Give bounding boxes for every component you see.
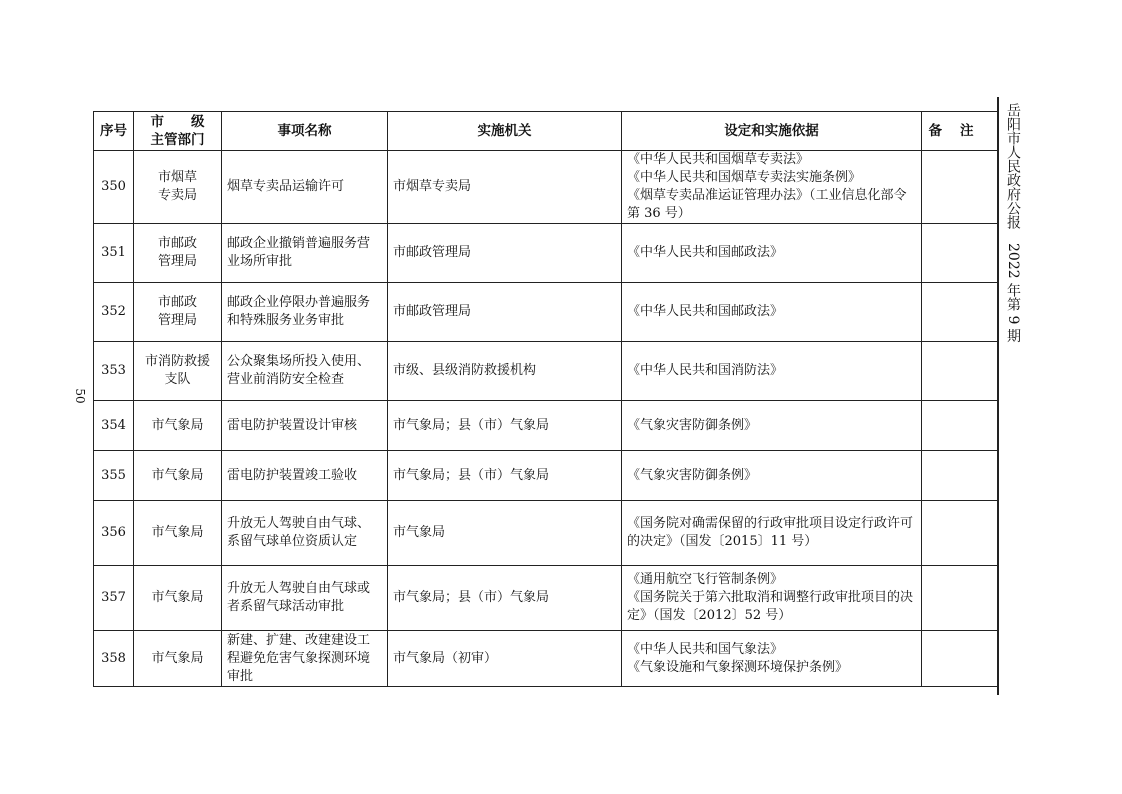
cell-remark: [922, 283, 999, 342]
cell-remark: [922, 451, 999, 501]
cell-dept-line: 市气象局: [151, 650, 204, 666]
basis-line: 《中华人民共和国邮政法》: [627, 245, 784, 260]
cell-item: 公众聚集场所投入使用、营业前消防安全检查: [222, 342, 388, 401]
basis-line: 《中华人民共和国烟草专卖法》: [627, 152, 810, 167]
cell-agency: 市气象局；县（市）气象局: [388, 451, 622, 501]
cell-dept: [134, 401, 222, 451]
basis-line: 《气象灾害防御条例》: [627, 467, 758, 483]
cell-no: 350: [94, 151, 134, 224]
basis-line: 《烟草专卖品准运证管理办法》（工业信息化部令第 36 号）: [627, 188, 907, 221]
basis-line: 《气象灾害防御条例》: [627, 417, 758, 433]
cell-dept-line: 市邮政: [157, 236, 197, 251]
basis-line: 《中华人民共和国消防法》: [627, 363, 784, 378]
cell-remark: [922, 631, 999, 687]
header-dept-line2: 主管部门: [150, 132, 205, 148]
header-basis: 设定和实施依据: [622, 112, 922, 151]
basis-line: 《通用航空飞行管制条例》: [627, 572, 784, 587]
cell-remark: [922, 224, 999, 283]
cell-dept-line: 市气象局: [151, 467, 204, 483]
cell-dept-line: 管理局: [157, 313, 197, 328]
cell-remark: [922, 401, 999, 451]
cell-item: 邮政企业停限办普遍服务和特殊服务业务审批: [222, 283, 388, 342]
cell-no: 358: [94, 631, 134, 687]
cell-dept-line: 专卖局: [157, 188, 197, 203]
cell-item: 雷电防护装置竣工验收: [222, 451, 388, 501]
header-remark: 备注: [922, 112, 999, 151]
cell-no: 352: [94, 283, 134, 342]
table-row: [94, 401, 999, 451]
cell-dept: [134, 283, 222, 342]
cell-agency: 市气象局；县（市）气象局: [388, 566, 622, 631]
cell-no: 355: [94, 451, 134, 501]
basis-line: 《气象设施和气象探测环境保护条例》: [627, 659, 849, 675]
cell-basis: [622, 566, 922, 631]
cell-remark: [922, 501, 999, 566]
cell-dept: [134, 451, 222, 501]
cell-dept-line: 管理局: [157, 254, 197, 269]
cell-dept-line: 支队: [164, 372, 191, 387]
cell-dept: [134, 566, 222, 631]
cell-item: 升放无人驾驶自由气球、系留气球单位资质认定: [222, 501, 388, 566]
approval-items-table: [93, 111, 999, 687]
table-row: [94, 631, 999, 687]
cell-item: 新建、扩建、改建建设工程避免危害气象探测环境审批: [222, 631, 388, 687]
cell-remark: [922, 566, 999, 631]
basis-line: 《中华人民共和国气象法》: [627, 641, 784, 657]
header-dept-line1: 市 级: [150, 114, 205, 130]
cell-basis: [622, 451, 922, 501]
basis-line: 《中华人民共和国邮政法》: [627, 304, 784, 319]
header-item: 事项名称: [222, 112, 388, 151]
basis-line: 《国务院对确需保留的行政审批项目设定行政许可的决定》（国发〔2015〕11 号）: [627, 516, 914, 549]
table-row: [94, 342, 999, 401]
basis-line: 《中华人民共和国烟草专卖法实施条例》: [627, 170, 862, 185]
cell-basis: [622, 501, 922, 566]
margin-rule: [997, 97, 999, 695]
table-row: [94, 566, 999, 631]
page-number: 50: [73, 388, 87, 404]
cell-dept: [134, 224, 222, 283]
cell-dept-line: 市消防救援: [144, 354, 210, 369]
table-row: [94, 224, 999, 283]
cell-dept-line: 市烟草: [157, 170, 197, 185]
cell-basis: [622, 342, 922, 401]
cell-agency: 市邮政管理局: [388, 283, 622, 342]
cell-dept-line: 市气象局: [151, 525, 204, 540]
table-row: [94, 283, 999, 342]
cell-agency: 市级、县级消防救援机构: [388, 342, 622, 401]
header-dept: [134, 112, 222, 151]
cell-basis: [622, 224, 922, 283]
header-no: 序号: [94, 112, 134, 151]
cell-no: 351: [94, 224, 134, 283]
table-row: [94, 151, 999, 224]
cell-remark: [922, 151, 999, 224]
table-row: [94, 501, 999, 566]
cell-no: 357: [94, 566, 134, 631]
cell-agency: 市气象局（初审）: [388, 631, 622, 687]
cell-dept: [134, 501, 222, 566]
cell-basis: [622, 401, 922, 451]
cell-basis: [622, 631, 922, 687]
cell-no: 356: [94, 501, 134, 566]
cell-agency: 市烟草专卖局: [388, 151, 622, 224]
cell-agency: 市气象局: [388, 501, 622, 566]
bulletin-side-title: 岳阳市人民政府公报 2022 年第 9 期: [1005, 103, 1021, 343]
cell-dept-line: 市气象局: [151, 590, 204, 605]
cell-remark: [922, 342, 999, 401]
cell-item: 雷电防护装置设计审核: [222, 401, 388, 451]
basis-line: 《国务院关于第六批取消和调整行政审批项目的决定》（国发〔2012〕52 号）: [627, 590, 914, 623]
cell-agency: 市邮政管理局: [388, 224, 622, 283]
cell-item: 邮政企业撤销普遍服务营业场所审批: [222, 224, 388, 283]
cell-item: 升放无人驾驶自由气球或者系留气球活动审批: [222, 566, 388, 631]
header-agency: 实施机关: [388, 112, 622, 151]
cell-basis: [622, 283, 922, 342]
table-header-row: [94, 112, 999, 151]
cell-basis: [622, 151, 922, 224]
table-row: [94, 451, 999, 501]
cell-item: 烟草专卖品运输许可: [222, 151, 388, 224]
cell-no: 353: [94, 342, 134, 401]
cell-agency: 市气象局；县（市）气象局: [388, 401, 622, 451]
cell-dept-line: 市气象局: [151, 417, 204, 433]
cell-dept: [134, 631, 222, 687]
cell-dept: [134, 342, 222, 401]
cell-dept-line: 市邮政: [157, 295, 197, 310]
cell-no: 354: [94, 401, 134, 451]
cell-dept: [134, 151, 222, 224]
